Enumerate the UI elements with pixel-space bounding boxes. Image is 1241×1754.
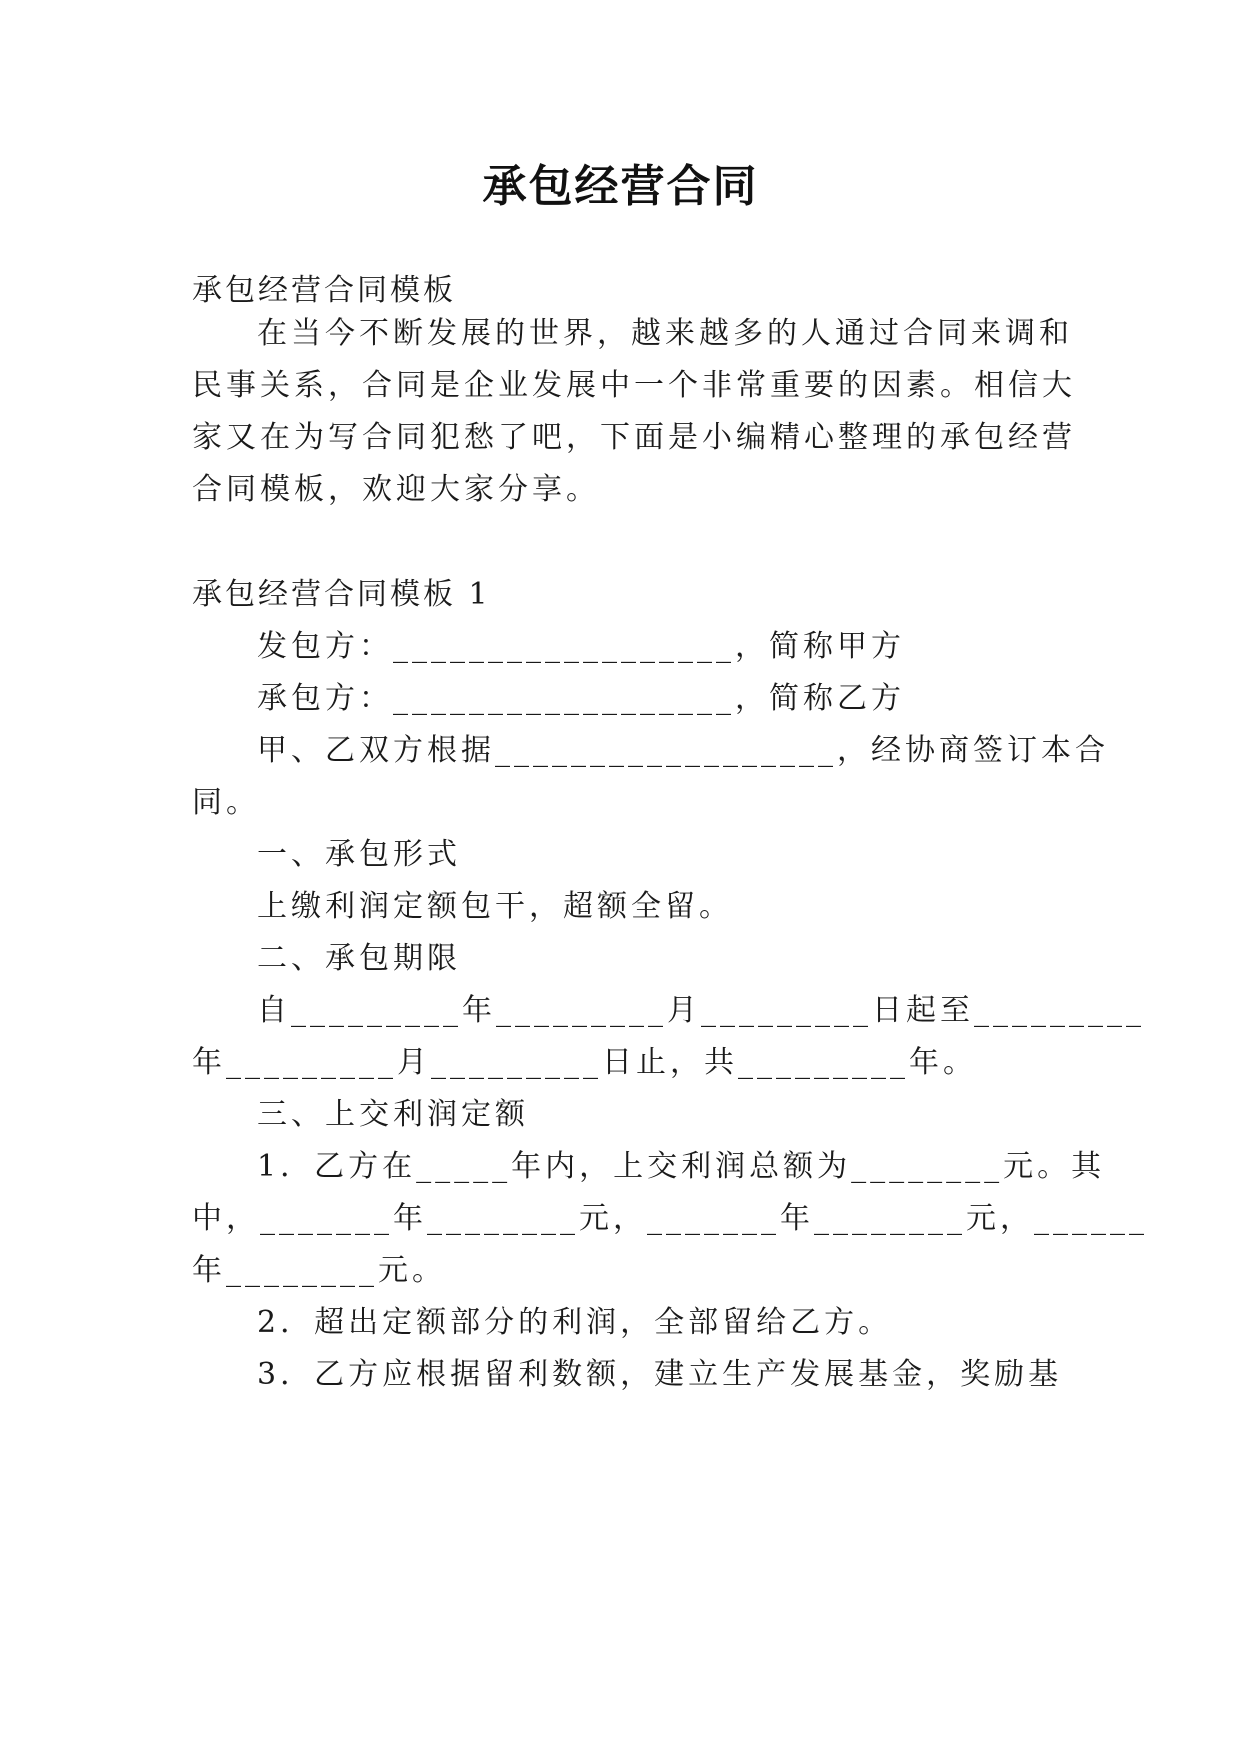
clause-3-item-1-cont: 中，_______年________元，_______年________元，______	[192, 1201, 1148, 1236]
section-title: 承包经营合同模板 1	[192, 577, 491, 612]
clause-3-item-3: 3．乙方应根据留利数额，建立生产发展基金，奖励基	[257, 1357, 1063, 1392]
intro-line-1: 在当今不断发展的世界，越来越多的人通过合同来调和	[257, 316, 1073, 351]
agreement-line-cont: 同。	[192, 785, 260, 820]
agreement-line: 甲、乙双方根据__________________，经协商签订本合	[257, 733, 1109, 768]
intro-line-3: 家又在为写合同犯愁了吧，下面是小编精心整理的承包经营	[192, 420, 1076, 455]
intro-line-4: 合同模板，欢迎大家分享。	[192, 472, 600, 507]
clause-3-item-1: 1．乙方在_____年内，上交利润总额为________元。其	[257, 1149, 1106, 1184]
clause-2-text: 自_________年_________月_________日起至_________	[257, 993, 1145, 1028]
clause-1-text: 上缴利润定额包干，超额全留。	[257, 889, 733, 924]
clause-3-heading: 三、上交利润定额	[257, 1097, 529, 1132]
intro-line-2: 民事关系，合同是企业发展中一个非常重要的因素。相信大	[192, 368, 1076, 403]
clause-2-heading: 二、承包期限	[257, 941, 461, 976]
party-a-line: 发包方：__________________，简称甲方	[257, 629, 905, 664]
subtitle: 承包经营合同模板	[192, 273, 456, 308]
clause-3-item-2: 2．超出定额部分的利润，全部留给乙方。	[257, 1305, 893, 1340]
party-b-line: 承包方：__________________，简称乙方	[257, 681, 905, 716]
document-title: 承包经营合同	[482, 161, 759, 212]
clause-3-item-1-end: 年________元。	[192, 1253, 446, 1288]
clause-2-text-cont: 年_________月_________日止，共_________年。	[192, 1045, 977, 1080]
clause-1-heading: 一、承包形式	[257, 837, 461, 872]
